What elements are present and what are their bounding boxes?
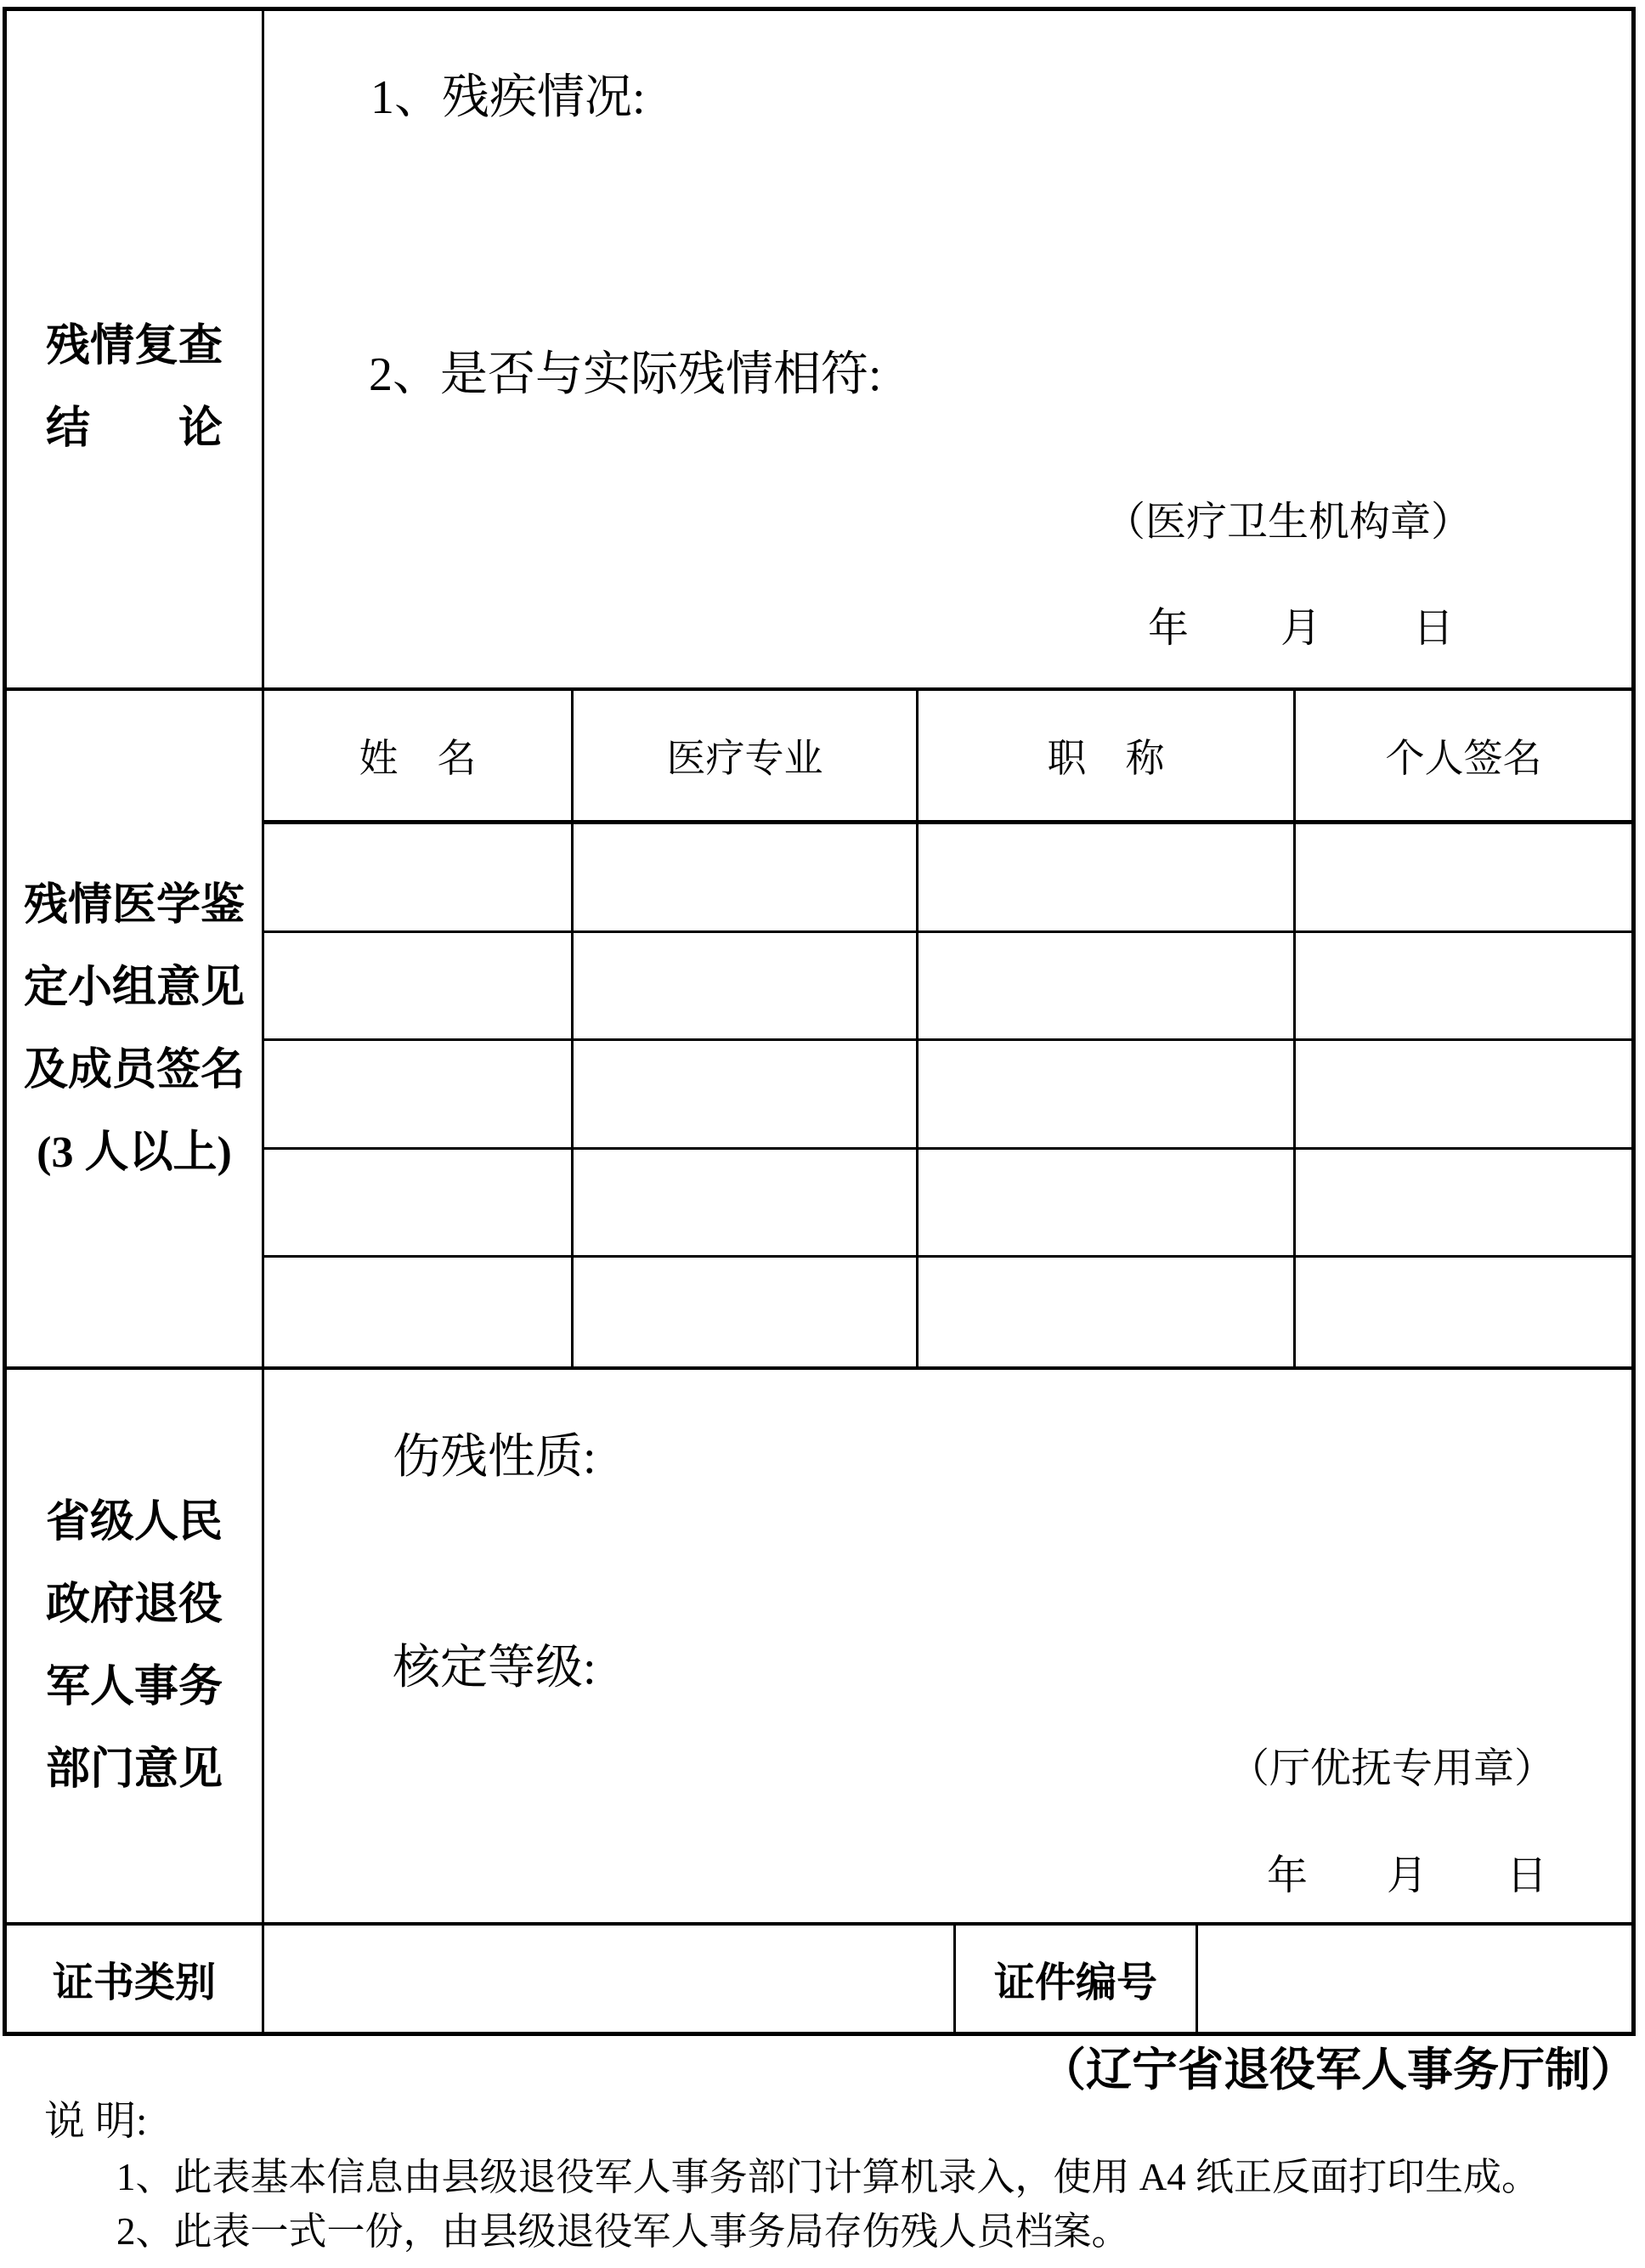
signature-table-empty-cell — [574, 933, 919, 1042]
column-header-title: 职 称 — [919, 691, 1296, 824]
medical-panel-row-label — [7, 691, 264, 1366]
date-line — [1267, 1847, 1547, 1905]
signature-table-empty-cell — [919, 933, 1296, 1042]
signature-table-empty-cell — [264, 1150, 574, 1258]
signature-table-empty-cell — [919, 824, 1296, 933]
form-issuer-line: （辽宁省退役军人事务厅制） — [1040, 2045, 1637, 2095]
notes-title: 说 明: — [44, 2099, 148, 2144]
year-label: 年 — [1148, 606, 1190, 651]
match-actual-condition-label: 2、是否与实际残情相符: — [369, 348, 882, 401]
row-label-line: 部门意见 — [45, 1745, 223, 1794]
review-conclusion-content — [264, 11, 1631, 687]
certificate-number-value-cell — [1198, 1926, 1631, 2032]
section-provincial-opinion — [7, 1370, 1631, 1926]
medical-institution-seal-placeholder: （医疗卫生机构章） — [1104, 500, 1472, 545]
signature-table-empty-cell — [574, 1258, 919, 1366]
signature-table-empty-cell — [264, 933, 574, 1042]
row-label-line: 及成员签名 — [23, 1045, 245, 1094]
signature-table-empty-cell — [919, 1258, 1296, 1366]
review-conclusion-row-label — [7, 11, 264, 687]
signature-table-empty-cell — [574, 1150, 919, 1258]
signature-table-empty-cell — [1296, 1150, 1631, 1258]
row-label-line: 残情复查 — [45, 322, 223, 370]
column-header-signature: 个人签名 — [1296, 691, 1631, 824]
signature-table-empty-cell — [919, 1041, 1296, 1150]
date-line — [1148, 600, 1454, 658]
row-label-line: 定小组意见 — [23, 963, 245, 1012]
column-header-specialty: 医疗专业 — [574, 691, 919, 824]
column-header-name: 姓 名 — [264, 691, 574, 824]
certificate-type-label: 证书类别 — [7, 1926, 264, 2032]
signature-table-empty-cell — [574, 824, 919, 933]
signature-table-empty-cell — [1296, 933, 1631, 1042]
department-seal-placeholder: （厅优抚专用章） — [1228, 1746, 1555, 1791]
month-label: 月 — [1280, 606, 1321, 651]
disability-condition-label: 1、残疾情况: — [370, 71, 646, 124]
provincial-opinion-content — [264, 1370, 1631, 1922]
month-label: 月 — [1386, 1853, 1427, 1898]
section-review-conclusion — [7, 11, 1631, 691]
row-label-line: 军人事务 — [45, 1663, 223, 1711]
signature-table-empty-cell — [264, 1258, 574, 1366]
note-line: 2、此表一式一份，由县级退役军人事务局存伤残人员档案。 — [116, 2210, 1130, 2253]
day-label: 日 — [1412, 606, 1454, 651]
signature-table-empty-cell — [264, 1041, 574, 1150]
signature-table — [264, 691, 1631, 1366]
signature-table-empty-cell — [1296, 1041, 1631, 1150]
row-label-line: 残情医学鉴 — [23, 880, 245, 930]
section-certificate-row — [7, 1926, 1631, 2032]
signature-table-empty-cell — [1296, 1258, 1631, 1366]
signature-table-empty-cell — [264, 824, 574, 933]
row-label-line: 政府退役 — [45, 1581, 223, 1629]
provincial-opinion-row-label — [7, 1370, 264, 1922]
row-label-line: (3 人以上) — [37, 1128, 232, 1177]
signature-table-empty-cell — [1296, 824, 1631, 933]
form-table — [3, 7, 1636, 2036]
certificate-number-label: 证件编号 — [956, 1926, 1198, 2032]
signature-table-empty-cell — [574, 1041, 919, 1150]
row-label-line: 结 论 — [45, 404, 223, 453]
day-label: 日 — [1506, 1853, 1547, 1898]
section-medical-panel — [7, 691, 1631, 1370]
injury-nature-label: 伤残性质: — [393, 1431, 596, 1484]
approved-grade-label: 核定等级: — [393, 1642, 596, 1694]
note-line: 1、此表基本信息由县级退役军人事务部门计算机录入，使用 A4 纸正反面打印生成。 — [116, 2156, 1540, 2198]
year-label: 年 — [1267, 1853, 1309, 1898]
row-label-line: 省级人民 — [45, 1498, 223, 1547]
signature-table-empty-cell — [919, 1150, 1296, 1258]
certificate-type-value-cell — [264, 1926, 956, 2032]
